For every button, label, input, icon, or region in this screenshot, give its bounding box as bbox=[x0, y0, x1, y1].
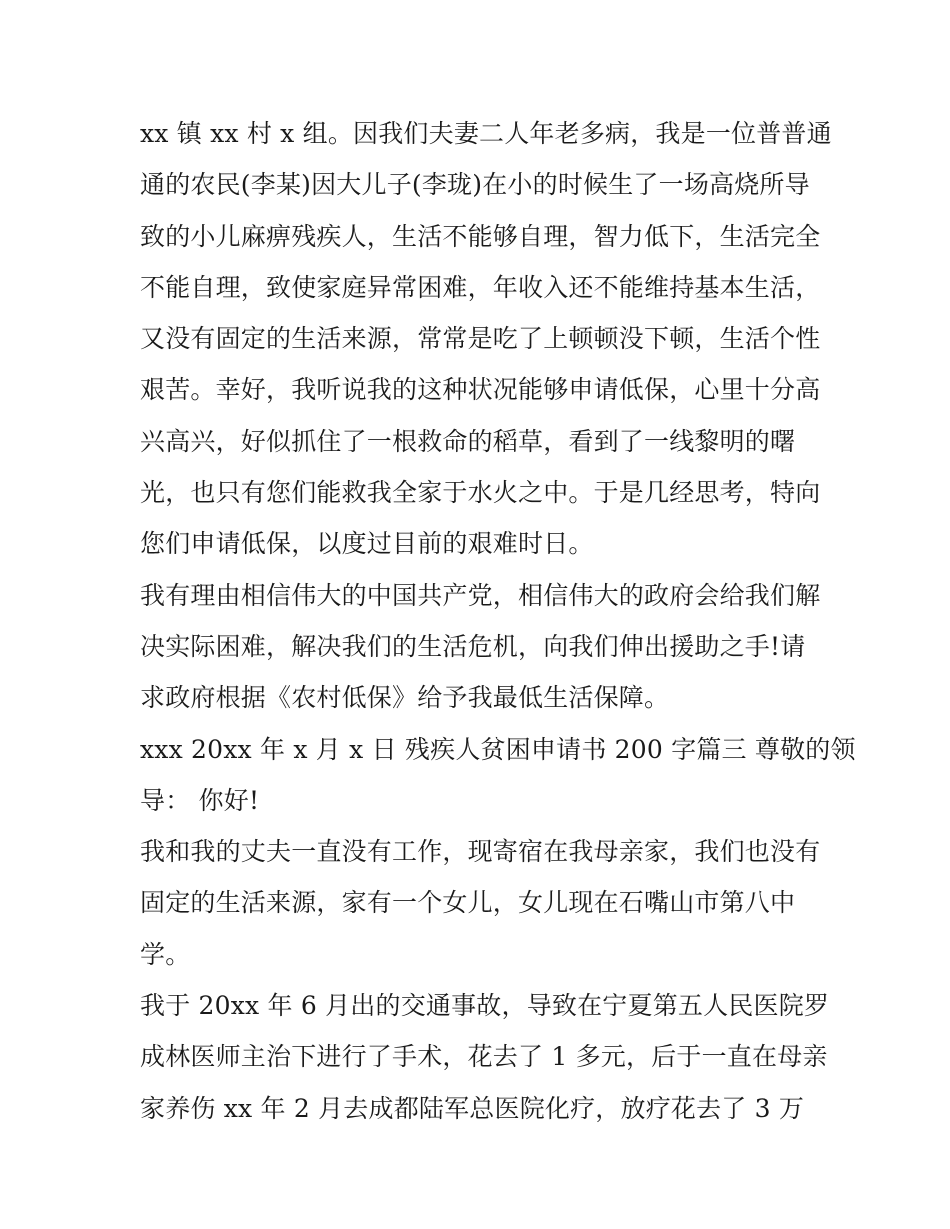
text-line: 通的农民(李某)因大儿子(李珑)在小的时候生了一场高烧所导 bbox=[140, 170, 810, 200]
text-line: xx 镇 xx 村 x 组。因我们夫妻二人年老多病，我是一位普普通 bbox=[140, 119, 832, 148]
text-line: 学。 bbox=[140, 939, 191, 969]
text-line: 求政府根据《农村低保》给予我最低生活保障。 bbox=[140, 683, 670, 713]
text-line: 我于 20xx 年 6 月出的交通事故，导致在宁夏第五人民医院罗 bbox=[140, 991, 830, 1021]
text-line: 艰苦。幸好，我听说我的这种状况能够申请低保，心里十分高 bbox=[140, 375, 821, 405]
text-line: 致的小儿麻痹残疾人，生活不能够自理，智力低下，生活完全 bbox=[140, 221, 821, 251]
text-line: 不能自理，致使家庭异常困难，年收入还不能维持基本生活， bbox=[140, 272, 821, 302]
text-line: 固定的生活来源，家有一个女儿，女儿现在石嘴山市第八中 bbox=[140, 888, 796, 918]
text-line: 导： 你好! bbox=[140, 785, 260, 815]
text-line: 我和我的丈夫一直没有工作，现寄宿在我母亲家，我们也没有 bbox=[140, 837, 821, 867]
text-line: 成林医师主治下进行了手术，花去了 1 多元，后于一直在母亲 bbox=[140, 1042, 828, 1072]
body-text bbox=[140, 108, 856, 1134]
text-line: 兴高兴，好似抓住了一根救命的稻草，看到了一线黎明的曙 bbox=[140, 426, 796, 456]
text-line: 又没有固定的生活来源，常常是吃了上顿顿没下顿，生活个性 bbox=[140, 324, 821, 354]
text-line: 家养伤 xx 年 2 月去成都陆军总医院化疗，放疗花去了 3 万 bbox=[140, 1093, 805, 1123]
text-line: xxx 20xx 年 x 月 x 日 残疾人贫困申请书 200 字篇三 尊敬的领 bbox=[140, 734, 856, 764]
text-line: 决实际困难，解决我们的生活危机，向我们伸出援助之手!请 bbox=[140, 631, 806, 661]
text-line: 光，也只有您们能救我全家于水火之中。于是几经思考，特向 bbox=[140, 478, 821, 508]
text-line: 我有理由相信伟大的中国共产党，相信伟大的政府会给我们解 bbox=[140, 580, 821, 610]
text-line: 您们申请低保，以度过目前的艰难时日。 bbox=[140, 529, 594, 559]
